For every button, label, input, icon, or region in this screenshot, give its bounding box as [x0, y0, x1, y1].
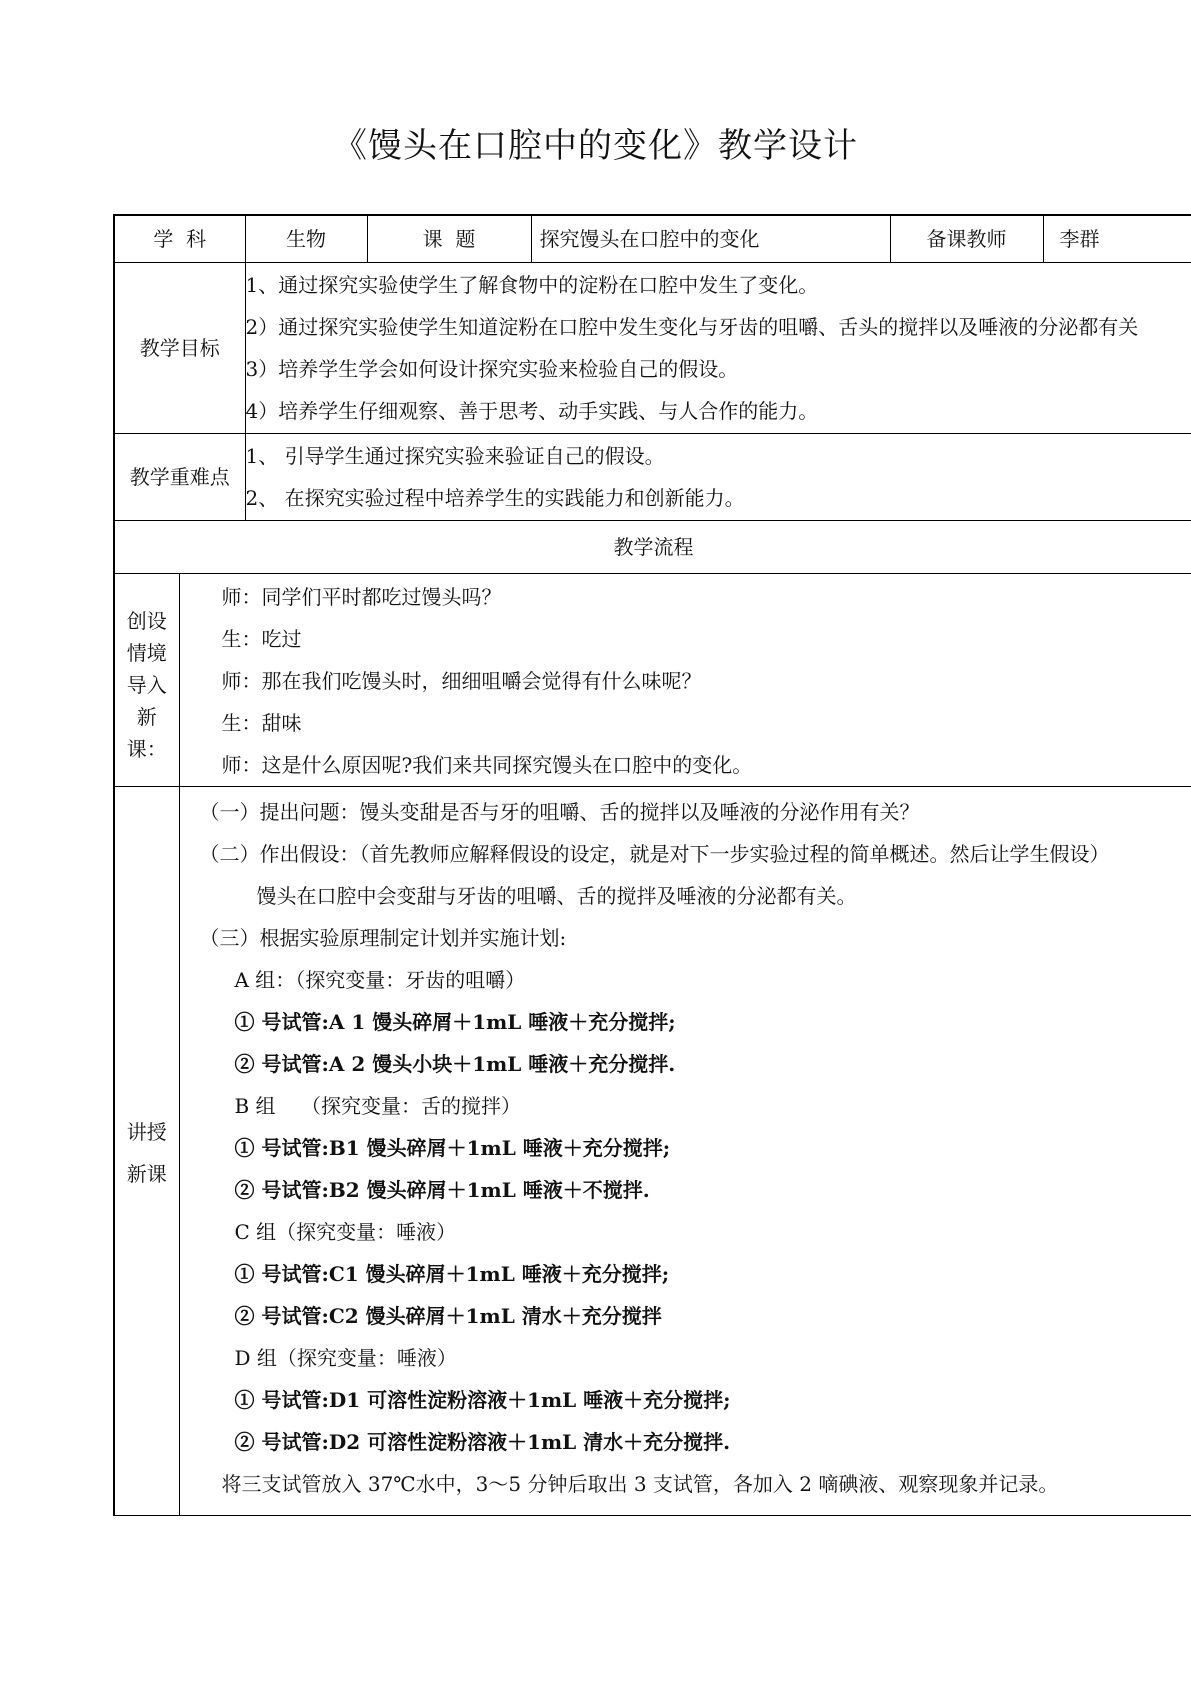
- objective-item: 1、通过探究实验使学生了解食物中的淀粉在口腔中发生了变化。: [245, 273, 819, 297]
- lecture-line: （三）根据实验原理制定计划并实施计划:: [199, 926, 567, 950]
- topic-label: 课 题: [367, 215, 531, 263]
- lecture-content: [179, 787, 1191, 1516]
- intro-content: [179, 574, 1191, 787]
- objective-item: 2）通过探究实验使学生知道淀粉在口腔中发生变化与牙齿的咀嚼、舌头的搅拌以及唾液的分泌都有关: [245, 315, 1139, 339]
- subject-label: 学 科: [114, 215, 245, 263]
- lesson-plan-table: [113, 214, 1191, 1516]
- intro-label-line: 情境: [126, 641, 167, 665]
- objectives-row: [114, 263, 1191, 434]
- objective-item: 3）培养学生学会如何设计探究实验来检验自己的假设。: [245, 357, 739, 381]
- test-tube-line: ② 号试管:D2 可溶性淀粉溶液＋1mL 清水＋充分搅拌.: [234, 1430, 731, 1454]
- flow-title: 教学流程: [114, 521, 1191, 574]
- lecture-line: 馒头在口腔中会变甜与牙齿的咀嚼、舌的搅拌及唾液的分泌都有关。: [256, 884, 857, 908]
- intro-row: [114, 574, 1191, 787]
- group-heading: D 组（探究变量：唾液）: [234, 1346, 457, 1370]
- lecture-row: [114, 787, 1191, 1516]
- group-heading: C 组（探究变量：唾液）: [234, 1220, 457, 1244]
- procedure-line: 将三支试管放入 37℃水中，3～5 分钟后取出 3 支试管，各加入 2 嘀碘液、观察现象并记录。: [221, 1472, 1059, 1496]
- intro-label-line: 课：: [126, 737, 167, 761]
- lecture-label: [114, 787, 179, 1516]
- objective-item: 4）培养学生仔细观察、善于思考、动手实践、与人合作的能力。: [245, 399, 819, 423]
- key-points-content: [245, 434, 1191, 521]
- test-tube-line: ② 号试管:C2 馒头碎屑＋1mL 清水＋充分搅拌: [234, 1304, 662, 1328]
- dialogue-line: 生：吃过: [221, 627, 302, 651]
- test-tube-line: ① 号试管:C1 馒头碎屑＋1mL 唾液＋充分搅拌;: [234, 1262, 670, 1286]
- objectives-label: 教学目标: [114, 263, 245, 434]
- group-heading: A 组：（探究变量：牙齿的咀嚼）: [234, 968, 526, 992]
- key-points-row: [114, 434, 1191, 521]
- objectives-content: [245, 263, 1191, 434]
- page-title: 《馒头在口腔中的变化》教学设计: [333, 126, 858, 166]
- lecture-line: （一）提出问题：馒头变甜是否与牙的咀嚼、舌的搅拌以及唾液的分泌作用有关？: [199, 800, 920, 824]
- lecture-label-line: 新课: [126, 1162, 167, 1186]
- flow-title-row: [114, 521, 1191, 574]
- key-point-item: 1、 引导学生通过探究实验来验证自己的假设。: [245, 444, 665, 468]
- test-tube-line: ① 号试管:A 1 馒头碎屑＋1mL 唾液＋充分搅拌;: [234, 1010, 676, 1034]
- key-point-item: 2、 在探究实验过程中培养学生的实践能力和创新能力。: [245, 486, 745, 510]
- header-row: [114, 215, 1191, 263]
- group-heading: B 组 （探究变量：舌的搅拌）: [234, 1094, 521, 1118]
- topic-value: 探究馒头在口腔中的变化: [531, 215, 890, 263]
- teacher-value: 李群: [1043, 215, 1191, 263]
- intro-label: [114, 574, 179, 787]
- key-points-label: 教学重难点: [114, 434, 245, 521]
- intro-label-line: 创设: [126, 609, 167, 633]
- dialogue-line: 师：同学们平时都吃过馒头吗？: [221, 585, 502, 609]
- lecture-label-line: 讲授: [126, 1120, 167, 1144]
- teacher-label: 备课教师: [890, 215, 1043, 263]
- intro-label-line: 导入: [126, 673, 167, 697]
- intro-label-line: 新: [136, 705, 157, 729]
- dialogue-line: 师：这是什么原因呢?我们来共同探究馒头在口腔中的变化。: [221, 753, 753, 777]
- subject-value: 生物: [245, 215, 367, 263]
- test-tube-line: ② 号试管:A 2 馒头小块＋1mL 唾液＋充分搅拌.: [234, 1052, 676, 1076]
- test-tube-line: ① 号试管:D1 可溶性淀粉溶液＋1mL 唾液＋充分搅拌;: [234, 1388, 731, 1412]
- lecture-line: （二）作出假设：（首先教师应解释假设的设定，就是对下一步实验过程的简单概述。然后让学生假设）: [199, 842, 1110, 866]
- dialogue-line: 师：那在我们吃馒头时，细细咀嚼会觉得有什么味呢？: [221, 669, 702, 693]
- test-tube-line: ① 号试管:B1 馒头碎屑＋1mL 唾液＋充分搅拌;: [234, 1136, 671, 1160]
- dialogue-line: 生：甜味: [221, 711, 302, 735]
- test-tube-line: ② 号试管:B2 馒头碎屑＋1mL 唾液＋不搅拌.: [234, 1178, 650, 1202]
